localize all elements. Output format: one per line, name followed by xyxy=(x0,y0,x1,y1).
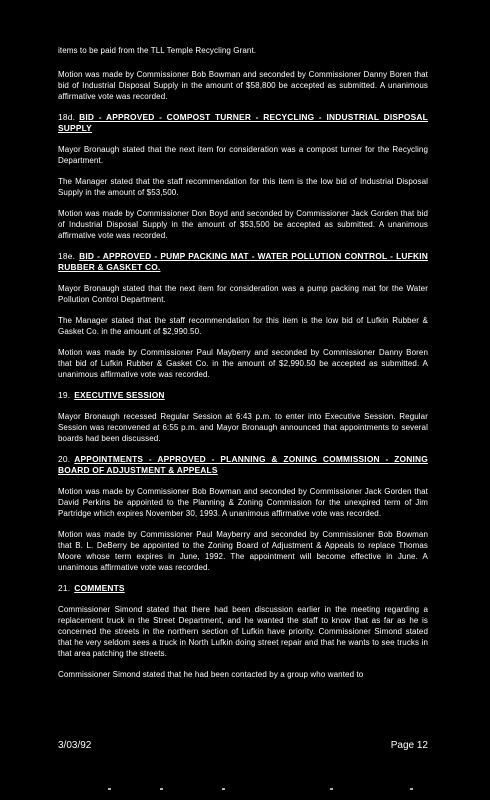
body-paragraph: The Manager stated that the staff recommendation for this item is the low bid of Lufkin Rubber & Gasket Co. in the amount of $2,990.50. xyxy=(58,316,428,336)
body-paragraph: Commissioner Simond stated that he had been contacted by a group who wanted to xyxy=(58,670,364,679)
scan-edge-marks xyxy=(0,780,490,800)
body-paragraph: Motion was made by Commissioner Don Boyd and seconded by Commissioner Jack Gorden that bid of Industrial Disposal Supply in the amount of $53,500 be accepted as submitted. A unanimous affirmative vote was recorded. xyxy=(58,209,428,240)
section-title: BID - APPROVED - PUMP PACKING MAT - WATER POLLUTION CONTROL - LUFKIN RUBBER & GASKET CO. xyxy=(58,251,428,272)
body-paragraph: The Manager stated that the staff recommendation for this item is the low bid of Industrial Disposal Supply in the amount of $53,500. xyxy=(58,177,428,197)
section-title: APPOINTMENTS - APPROVED - PLANNING & ZONING COMMISSION - ZONING BOARD OF ADJUSTMENT & APPEALS xyxy=(58,454,428,475)
body-paragraph: Mayor Bronaugh stated that the next item for consideration was a compost turner for the Recycling Department. xyxy=(58,145,428,165)
minutes-page xyxy=(58,45,428,690)
body-paragraph: Mayor Bronaugh stated that the next item for consideration was a pump packing mat for the Water Pollution Control Department. xyxy=(58,284,428,304)
section-title: BID - APPROVED - COMPOST TURNER - RECYCLING - INDUSTRIAL DISPOSAL SUPPLY xyxy=(58,112,428,133)
section-heading xyxy=(58,112,428,134)
section-heading xyxy=(58,454,428,476)
body-paragraph: Commissioner Simond stated that there had been discussion earlier in the meeting regarding a replacement truck in the Street Department, and he wanted the staff to know that as far as he is concerned the streets in the northern section of Lufkin have priority. Commissioner Simond stated that he very seldom sees a truck in North Lufkin doing street repair and that he wants to see trucks in that area patching the streets. xyxy=(58,605,428,658)
section-title: EXECUTIVE SESSION xyxy=(74,390,165,400)
section-number: 19. xyxy=(58,390,71,400)
section-heading xyxy=(58,583,428,594)
minutes-body xyxy=(58,45,428,680)
section-title: COMMENTS xyxy=(74,583,125,593)
body-paragraph: Motion was made by Commissioner Paul Mayberry and seconded by Commissioner Bob Bowman that B. L. DeBerry be appointed to the Zoning Board of Adjustment & Appeals to replace Thomas Moore whose term expires in June, 1992. The appointment will become effective in June. A unanimous affirmative vote was recorded. xyxy=(58,530,428,572)
body-paragraph: Motion was made by Commissioner Paul Mayberry and seconded by Commissioner Danny Boren that bid of Lufkin Rubber & Gasket Co. in the amount of $2,990.50 be accepted as submitted. A unanimous affirmative vote was recorded. xyxy=(58,348,428,379)
section-number: 18e. xyxy=(58,251,76,261)
section-number: 20. xyxy=(58,454,71,464)
page-footer xyxy=(58,740,428,751)
section-heading xyxy=(58,390,428,401)
footer-date: 3/03/92 xyxy=(58,740,92,751)
body-paragraph: Motion was made by Commissioner Bob Bowman and seconded by Commissioner Jack Gorden that David Perkins be appointed to the Planning & Zoning Commission for the unexpired term of Jim Partridge which expires November 30, 1993. A unanimous affirmative vote was recorded. xyxy=(58,487,428,518)
body-paragraph: Motion was made by Commissioner Bob Bowman and seconded by Commissioner Danny Boren that bid of Industrial Disposal Supply in the amount of $58,800 be accepted as submitted. A unanimous affirmative vote was recorded. xyxy=(58,70,428,101)
section-number: 21. xyxy=(58,583,71,593)
footer-page-number: Page 12 xyxy=(390,740,428,751)
section-number: 18d. xyxy=(58,112,76,122)
section-heading xyxy=(58,251,428,273)
body-paragraph: items to be paid from the TLL Temple Recycling Grant. xyxy=(58,46,257,55)
body-paragraph: Mayor Bronaugh recessed Regular Session at 6:43 p.m. to enter into Executive Session. Regular Session was reconvened at 6:55 p.m. and Mayor Bronaugh announced that appointments to several boards had been discussed. xyxy=(58,412,428,443)
